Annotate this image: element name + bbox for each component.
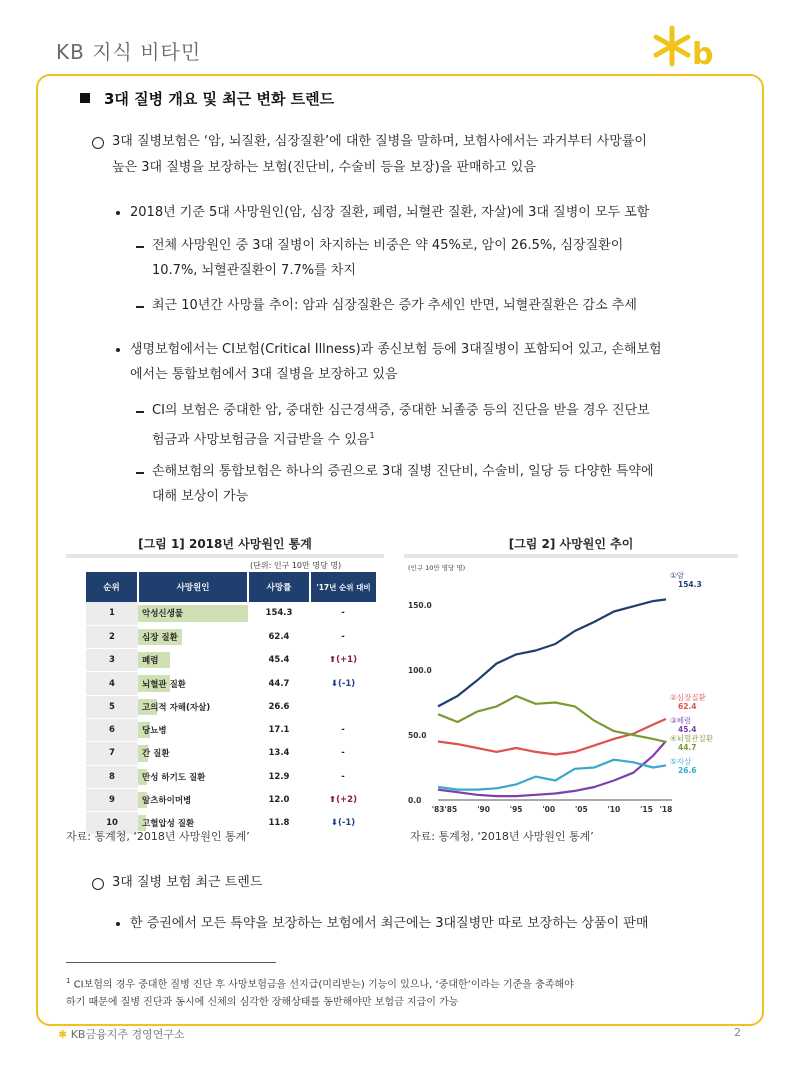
death-trend-line-chart xyxy=(404,560,738,822)
change-cell: - xyxy=(310,625,376,648)
y-axis-label: (인구 10만 명당 명) xyxy=(408,564,466,572)
table-row xyxy=(86,649,376,672)
bullet-1-text: 2018년 기준 5대 사망원인(암, 심장 질환, 폐렴, 뇌혈관 질환, 자살)에 3대 질병이 모두 포함 xyxy=(130,205,650,220)
cause-cell: 고혈압성 질환 xyxy=(138,812,248,835)
figure-1-unit-note: (단위: 인구 10만 명당 명) xyxy=(250,561,342,570)
footnote-line-1: $^1$ CI보험의 경우 중대한 질병 진단 후 사망보험금을 선지급(미리받는) 기능이 있으나, ‘중대한’이라는 기준을 충족해야 xyxy=(66,977,574,991)
figure-2-source: 자료: 통계청, ‘2018년 사망원인 통계’ xyxy=(410,830,594,843)
rank-cell: 1 xyxy=(86,602,138,625)
circle-bullet-icon xyxy=(92,137,104,149)
section-title: 3대 질병 개요 및 최근 변화 트렌드 xyxy=(80,88,334,109)
footnote-line-2: 하기 때문에 질병 진단과 동시에 신체의 심각한 장해상태를 동반해야만 보험금 지급이 가능 xyxy=(66,997,459,1008)
cause-cell: 악성신생물 xyxy=(138,602,248,625)
x-tick-label: '90 xyxy=(477,805,490,814)
cause-cell: 고의적 자해(자살) xyxy=(138,695,248,718)
dash-4-line-1: 손해보험의 통합보험은 하나의 증권으로 3대 질병 진단비, 수술비, 일당 등 다양한 특약에 xyxy=(152,464,654,479)
bullet-2-line-2: 에서는 통합보험에서 3대 질병을 보장하고 있음 xyxy=(130,367,398,382)
figure-1-source: 자료: 통계청, ‘2018년 사망원인 통계’ xyxy=(66,830,250,843)
dash-1-line-1: 전체 사망원인 중 3대 질병이 차지하는 비중은 약 45%로, 암이 26.5%, 심장질환이 xyxy=(152,238,624,253)
series-end-value-label: 45.4 xyxy=(678,725,697,734)
x-tick-label: '05 xyxy=(574,805,588,814)
change-cell xyxy=(310,695,376,718)
rate-cell: 11.8 xyxy=(248,812,310,835)
circle-bullet-icon xyxy=(92,878,104,890)
col-header-rank: 순위 xyxy=(86,572,138,602)
paragraph-1-line-1: 3대 질병보험은 ‘암, 뇌질환, 심장질환’에 대한 질병을 말하며, 보험사에서는 과거부터 사망률이 xyxy=(112,134,647,149)
footnote-divider xyxy=(66,962,276,963)
series-name-label: ④뇌혈관질환 xyxy=(670,734,713,743)
page-header-title: KB 지식 비타민 xyxy=(56,40,202,64)
change-cell: ⬇(-1) xyxy=(310,812,376,835)
rank-cell: 10 xyxy=(86,812,138,835)
table-row xyxy=(86,625,376,648)
rate-cell: 62.4 xyxy=(248,625,310,648)
x-tick-label: '15 xyxy=(640,805,653,814)
y-tick-label: 150.0 xyxy=(408,601,432,610)
series-line xyxy=(438,741,666,796)
dash-4-line-2: 대해 보상이 가능 xyxy=(152,489,249,504)
table-row xyxy=(86,742,376,765)
dash-bullet-icon xyxy=(136,306,144,308)
cause-cell: 심장 질환 xyxy=(138,625,248,648)
dot-bullet-icon xyxy=(116,348,120,352)
arrow-up-icon: ⬆ xyxy=(329,655,337,666)
dash-bullet-icon xyxy=(136,411,144,413)
figure-2-title-rule xyxy=(404,554,738,558)
series-end-value-label: 154.3 xyxy=(678,580,702,589)
x-tick-label: '00 xyxy=(542,805,556,814)
rank-cell: 4 xyxy=(86,672,138,695)
rate-cell: 12.9 xyxy=(248,765,310,788)
footnote-ref[interactable]: 1 xyxy=(369,431,375,440)
arrow-up-icon: ⬆ xyxy=(329,795,337,806)
page-number: 2 xyxy=(734,1026,741,1039)
col-header-cause: 사망원인 xyxy=(138,572,248,602)
dash-1-line-2: 10.7%, 뇌혈관질환이 7.7%를 차지 xyxy=(152,263,356,278)
kb-star-icon: ✱ xyxy=(58,1028,68,1041)
col-header-change: '17년 순위 대비 xyxy=(310,572,376,602)
dot-bullet-icon xyxy=(116,211,120,215)
cause-cell: 당뇨병 xyxy=(138,718,248,741)
table-row xyxy=(86,602,376,625)
change-cell: - xyxy=(310,602,376,625)
kb-logo xyxy=(650,22,730,72)
rate-cell: 26.6 xyxy=(248,695,310,718)
rank-cell: 3 xyxy=(86,649,138,672)
series-end-value-label: 62.4 xyxy=(678,702,697,711)
rank-cell: 9 xyxy=(86,788,138,811)
y-tick-label: 100.0 xyxy=(408,666,432,675)
change-cell: - xyxy=(310,718,376,741)
change-cell: ⬆(+2) xyxy=(310,788,376,811)
rate-cell: 13.4 xyxy=(248,742,310,765)
bullet-2-line-1: 생명보험에서는 CI보험(Critical Illness)과 종신보험 등에 3대질병이 포함되어 있고, 손해보험 xyxy=(130,342,662,357)
paragraph-1-line-2: 높은 3대 질병을 보장하는 보험(진단비, 수술비 등을 보장)을 판매하고 있음 xyxy=(112,160,536,175)
change-cell: ⬆(+1) xyxy=(310,649,376,672)
rate-cell: 12.0 xyxy=(248,788,310,811)
arrow-down-icon: ⬇ xyxy=(330,818,338,829)
series-line xyxy=(438,719,666,755)
x-tick-label: '18 xyxy=(659,805,673,814)
x-tick-label: '10 xyxy=(607,805,621,814)
rank-cell: 6 xyxy=(86,718,138,741)
footer-org: ✱ KB금융지주 경영연구소 xyxy=(58,1028,185,1041)
rate-cell: 44.7 xyxy=(248,672,310,695)
series-line xyxy=(438,696,666,742)
rank-cell: 2 xyxy=(86,625,138,648)
arrow-down-icon: ⬇ xyxy=(330,678,338,689)
rate-cell: 154.3 xyxy=(248,602,310,625)
cause-cell: 폐렴 xyxy=(138,649,248,672)
table-body xyxy=(86,602,376,835)
x-tick-label: '83'85 xyxy=(431,805,458,814)
dash-bullet-icon xyxy=(136,472,144,474)
series-name-label: ③폐렴 xyxy=(670,716,692,725)
cause-cell: 뇌혈관 질환 xyxy=(138,672,248,695)
figure-2-title: [그림 2] 사망원인 추이 xyxy=(508,537,634,551)
rate-cell: 45.4 xyxy=(248,649,310,672)
series-end-value-label: 44.7 xyxy=(678,743,697,752)
dash-3-line-1: CI의 보험은 중대한 암, 중대한 심근경색증, 중대한 뇌졸중 등의 진단을 받을 경우 진단보 xyxy=(152,403,650,418)
cause-cell: 간 질환 xyxy=(138,742,248,765)
x-tick-label: '95 xyxy=(509,805,523,814)
y-tick-label: 50.0 xyxy=(408,731,427,740)
dash-3-line-2: 험금과 사망보험금을 지급받을 수 있음$^1$ xyxy=(152,431,375,448)
cause-cell: 만성 하기도 질환 xyxy=(138,765,248,788)
series-end-value-label: 26.6 xyxy=(678,766,697,775)
series-name-label: ②심장질환 xyxy=(670,693,706,702)
col-header-rate: 사망률 xyxy=(248,572,310,602)
y-tick-label: 0.0 xyxy=(408,796,422,805)
rate-cell: 17.1 xyxy=(248,718,310,741)
death-cause-table xyxy=(86,572,376,835)
table-row xyxy=(86,672,376,695)
paragraph-2-text: 3대 질병 보험 최근 트렌드 xyxy=(112,875,263,890)
series-name-label: ⑤자살 xyxy=(670,757,692,766)
change-cell: ⬇(-1) xyxy=(310,672,376,695)
rank-cell: 5 xyxy=(86,695,138,718)
cause-cell: 알츠하이머병 xyxy=(138,788,248,811)
table-row xyxy=(86,765,376,788)
svg-text:b: b xyxy=(692,37,714,72)
series-name-label: ①암 xyxy=(670,571,684,580)
table-row xyxy=(86,695,376,718)
change-cell: - xyxy=(310,742,376,765)
square-bullet-icon xyxy=(80,93,90,103)
dash-bullet-icon xyxy=(136,246,144,248)
figure-1-title-rule xyxy=(66,554,384,558)
rank-cell: 7 xyxy=(86,742,138,765)
table-header-row xyxy=(86,572,376,602)
table-row xyxy=(86,718,376,741)
rank-cell: 8 xyxy=(86,765,138,788)
figure-1-title: [그림 1] 2018년 사망원인 통계 xyxy=(138,537,312,551)
series-line xyxy=(438,599,666,706)
dash-2-text: 최근 10년간 사망률 추이: 암과 심장질환은 증가 추세인 반면, 뇌혈관질환은 감소 추세 xyxy=(152,298,637,313)
dot-bullet-icon xyxy=(116,922,120,926)
change-cell: - xyxy=(310,765,376,788)
series-line xyxy=(438,760,666,790)
bullet-3-text: 한 증권에서 모든 특약을 보장하는 보험에서 최근에는 3대질병만 따로 보장하는 상품이 판매 xyxy=(130,916,649,931)
table-row xyxy=(86,788,376,811)
